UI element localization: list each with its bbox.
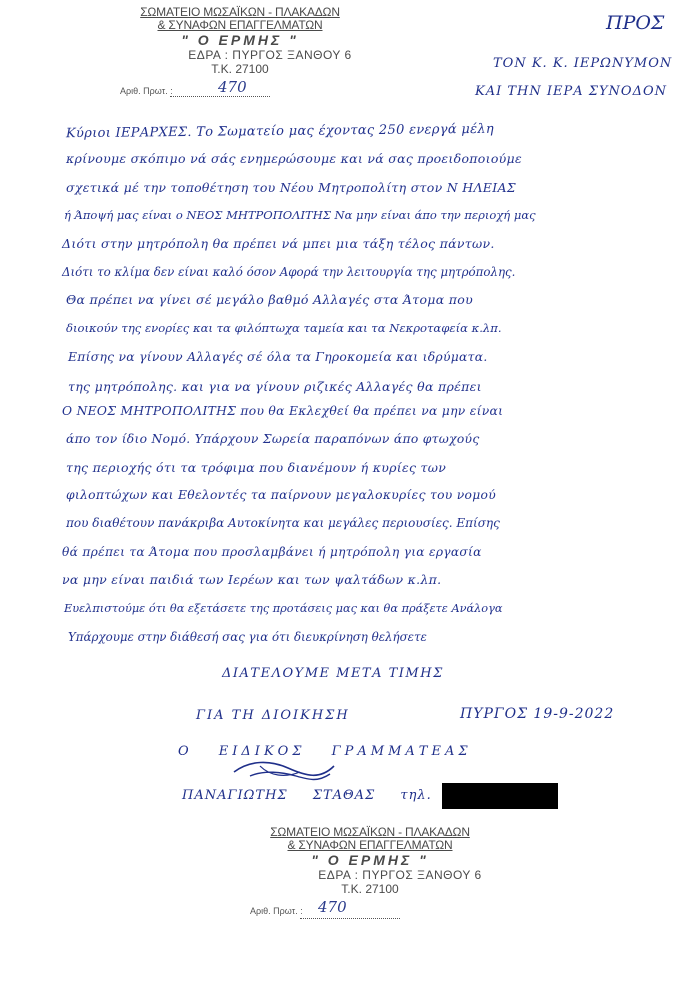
closing-role: Ο ΕΙΔΙΚΟΣ ΓΡΑΜΜΑΤΕΑΣ: [178, 744, 472, 759]
body-line: φιλοπτώχων και Εθελοντές τα παίρνουν μεγαλοκυρίες του νομού: [66, 488, 497, 502]
body-line: διοικούν της ενορίες και τα φιλόπτωχα ταμεία και τα Νεκροταφεία κ.λπ.: [66, 321, 502, 335]
stamp-line-3: " Ο ΕΡΜΗΣ ": [181, 32, 299, 48]
stamp-line-2: & ΣΥΝΑΦΩΝ ΕΠΑΓΓΕΛΜΑΤΩΝ: [157, 18, 323, 32]
body-line: Ευελπιστούμε ότι θα εξετάσετε της προτάσεις μας και θα πράξετε Ανάλογα: [64, 602, 503, 615]
body-line: να μην είναι παιδιά των Ιερέων και των ψαλτάδων κ.λπ.: [62, 572, 442, 587]
stamp-prot-number: 470: [318, 898, 347, 916]
body-line: θά πρέπει τα Άτομα που προσλαμβάνει ή μητρόπολη για εργασία: [62, 545, 482, 559]
closing-for-board: ΓΙΑ ΤΗ ΔΙΟΙΚΗΣΗ: [196, 708, 350, 723]
stamp-line-3: " Ο ΕΡΜΗΣ ": [311, 852, 429, 868]
stamp-prot-number: 470: [218, 78, 247, 96]
stamp-line-5: Τ.Κ. 27100: [211, 62, 269, 76]
handwritten-signature: [230, 752, 340, 792]
stamp-prot-label: Αριθ. Πρωτ. :: [120, 86, 173, 96]
stamp-prot-dots: [170, 96, 270, 97]
union-stamp-top: [110, 6, 370, 100]
closing-place-date: ΠΥΡΓΟΣ 19-9-2022: [460, 706, 615, 722]
closing-name: ΠΑΝΑΓΙΩΤΗΣ ΣΤΑΘΑΣ τηλ.: [182, 788, 432, 803]
pros-heading: ΠΡΟΣ: [606, 12, 665, 34]
stamp-line-4: ΕΔΡΑ : ΠΥΡΓΟΣ ΞΑΝΘΟΥ 6: [188, 48, 352, 62]
body-line: άπο τον ίδιο Νομό. Υπάρχουν Σωρεία παραπόνων άπο φτωχούς: [66, 432, 480, 446]
body-line: Διότι το κλίμα δεν είναι καλό όσον Αφορά την λειτουργία της μητρόπολης.: [62, 265, 516, 279]
stamp-prot-dots: [300, 918, 400, 919]
body-line: Διότι στην μητρόπολη θα πρέπει νά μπει μια τάξη τέλος πάντων.: [62, 236, 495, 251]
body-line: της περιοχής ότι τα τρόφιμα που διανέμουν ή κυρίες των: [66, 460, 447, 475]
union-stamp-bottom: [240, 826, 500, 926]
body-line: Ο ΝΕΟΣ ΜΗΤΡΟΠΟΛΙΤΗΣ που θα Εκλεχθεί θα πρέπει να μην είναι: [62, 404, 504, 418]
body-line: Υπάρχουμε στην διάθεσή σας για ότι διευκρίνηση θελήσετε: [68, 630, 427, 644]
stamp-line-4: ΕΔΡΑ : ΠΥΡΓΟΣ ΞΑΝΘΟΥ 6: [318, 868, 482, 882]
body-line: σχετικά μέ την τοποθέτηση του Νέου Μητροπολίτη στον Ν ΗΛΕΙΑΣ: [66, 180, 516, 195]
stamp-line-5: Τ.Κ. 27100: [341, 882, 399, 896]
stamp-prot-label: Αριθ. Πρωτ. :: [250, 906, 303, 916]
stamp-line-1: ΣΩΜΑΤΕΙΟ ΜΩΣΑΪΚΩΝ - ΠΛΑΚΑΔΩΝ: [140, 5, 340, 19]
body-line: κρίνουμε σκόπιμο νά σάς ενημερώσουμε και νά σας προειδοποιούμε: [66, 151, 522, 166]
body-line: Θα πρέπει να γίνει σέ μεγάλο βαθμό Αλλαγές στα Άτομα που: [66, 292, 473, 307]
body-line: Κύριοι ΙΕΡΑΡΧΕΣ. Το Σωματείο μας έχοντας 250 ενεργά μέλη: [65, 121, 495, 142]
body-line: Επίσης να γίνουν Αλλαγές σέ όλα τα Γηροκομεία και ιδρύματα.: [68, 350, 488, 364]
closing-respect: ΔΙΑΤΕΛΟΥΜΕ ΜΕΤΑ ΤΙΜΗΣ: [222, 666, 444, 681]
stamp-line-1: ΣΩΜΑΤΕΙΟ ΜΩΣΑΪΚΩΝ - ΠΛΑΚΑΔΩΝ: [270, 825, 470, 839]
body-line: που διαθέτουν πανάκριβα Αυτοκίνητα και μεγάλες περιουσίες. Επίσης: [66, 516, 500, 530]
recipient-line-1: ΤΟΝ Κ. Κ. ΙΕΡΩΝΥΜΟΝ: [493, 56, 673, 71]
body-line: της μητρόπολης. και για να γίνουν ριζικές Αλλαγές θα πρέπει: [68, 379, 482, 394]
stamp-line-2: & ΣΥΝΑΦΩΝ ΕΠΑΓΓΕΛΜΑΤΩΝ: [287, 838, 453, 852]
recipient-line-2: ΚΑΙ ΤΗΝ ΙΕΡΑ ΣΥΝΟΔΟΝ: [475, 84, 668, 99]
redaction-box: [442, 783, 558, 809]
body-line: ή Άποψή μας είναι ο ΝΕΟΣ ΜΗΤΡΟΠΟΛΙΤΗΣ Να μην είναι άπο την περιοχή μας: [64, 208, 536, 222]
